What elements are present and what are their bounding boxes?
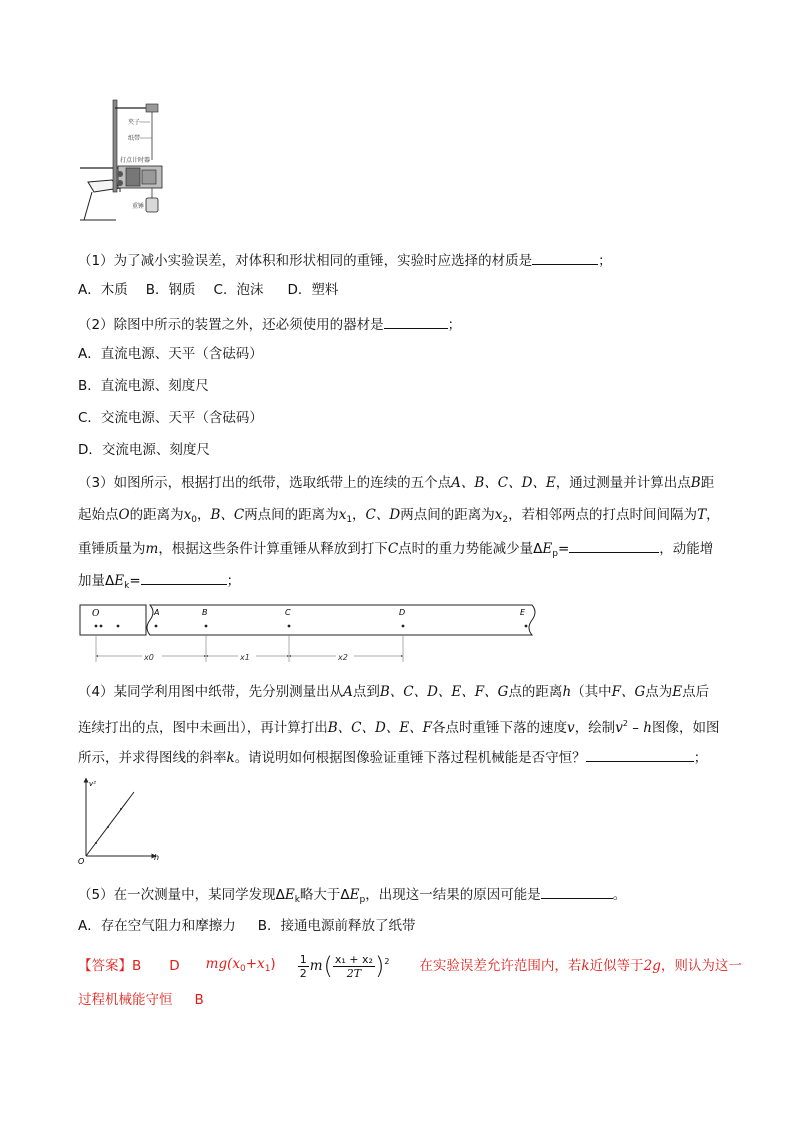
answer-6: B xyxy=(194,992,204,1008)
q3-line-3: 重锤质量为m，根据这些条件计算重锤从释放到打下C点时的重力势能减少量$\Delta E_p=$ ，动能增 xyxy=(78,538,713,563)
answer-line-2 xyxy=(78,991,204,1009)
q3-ep-blank[interactable] xyxy=(569,538,659,553)
answer-line-1 xyxy=(78,952,742,980)
answer-5-part-1: 在实验误差允许范围内，若k近似等于2g，则认为这一 xyxy=(419,958,742,974)
q4-line-3: 所示，并求得图线的斜率k。请说明如何根据图像验证重锤下落过程机械能是否守恒？ ； xyxy=(78,747,707,767)
tape-label-e: E xyxy=(520,608,526,617)
q1-option-b[interactable]: B．钢质 xyxy=(145,282,196,298)
q4-line-1: （4）某同学利用图中纸带，先分别测量出从A点到B、C、D、E、F、G点的距离h（其中F、G点为E点后 xyxy=(78,684,710,700)
paper-tape-figure xyxy=(80,604,540,666)
q2-option-d[interactable]: D．交流电源、刻度尺 xyxy=(78,442,210,458)
tape-label-o: O xyxy=(92,609,100,619)
q2-stem: （2）除图中所示的装置之外，还必须使用的器材是 ； xyxy=(78,314,461,334)
graph-label-v2: v² xyxy=(89,780,96,788)
apparatus-figure xyxy=(80,96,180,226)
tape-label-x1: x1 xyxy=(240,653,250,662)
graph-label-h: h xyxy=(154,853,160,862)
q5-answer-blank[interactable] xyxy=(541,884,613,899)
q3-line-4: 加量$\Delta E_k=$ ； xyxy=(78,570,240,595)
q2-option-b[interactable]: B．直流电源、刻度尺 xyxy=(78,378,209,394)
q3-line-2: 起始点O的距离为$x_0$，B、C两点间的距离为$x_1$，C、D两点间的距离为$x_2$，若相邻两点的打点时间间隔为T， xyxy=(78,507,720,525)
answer-5-part-2: 过程机械能守恒 xyxy=(78,992,173,1008)
q1-answer-blank[interactable] xyxy=(532,250,598,265)
answer-1: B xyxy=(132,958,142,974)
v2-h-graph xyxy=(78,776,178,868)
q5-stem: （5）在一次测量中，某同学发现$\Delta E_k$略大于$\Delta E_p$，出现这一结果的原因可能是 。 xyxy=(78,884,626,909)
q1-option-a[interactable]: A．木质 xyxy=(78,282,128,298)
q1-stem: （1）为了减小实验误差，对体积和形状相同的重锤，实验时应选择的材质是 ； xyxy=(78,250,612,270)
answer-2: D xyxy=(169,958,180,974)
q5-options xyxy=(78,917,416,935)
q1-options xyxy=(78,281,338,299)
label-clamp: 夹子 xyxy=(128,119,141,126)
tape-label-x0: x0 xyxy=(144,653,154,662)
answer-3: $mg(x_0+x_1)$ xyxy=(205,955,276,974)
tape-label-a: A xyxy=(154,608,160,617)
label-weight: 重锤 xyxy=(132,203,145,210)
label-timer: 打点计时器 xyxy=(120,157,151,164)
tape-label-b: B xyxy=(202,608,208,617)
tape-label-c: C xyxy=(285,608,291,617)
q3-line-1: （3）如图所示，根据打出的纸带，选取纸带上的连续的五个点A、B、C、D、E，通过测量并计算出点B距 xyxy=(78,475,715,491)
q4-line-2: 连续打出的点，图中未画出），再计算打出B、C、D、E、F各点时重锤下落的速度v，绘制$v^2$ – h图像，如图 xyxy=(78,719,720,736)
q2-answer-blank[interactable] xyxy=(384,314,448,329)
q4-answer-blank[interactable] xyxy=(586,747,694,762)
q1-option-c[interactable]: C．泡沫 xyxy=(213,282,264,298)
label-tape: 纸带 xyxy=(128,135,141,142)
answer-tag: 【答案】 xyxy=(78,958,132,974)
q5-option-a[interactable]: A．存在空气阻力和摩擦力 xyxy=(78,918,236,934)
answer-4: $\frac{1}{2}$ m ( $\frac{\text{x₁ + x₂}}{2T}$ ) 2 xyxy=(299,952,390,980)
q2-option-a[interactable]: A．直流电源、天平（含砝码） xyxy=(78,346,263,362)
q5-option-b[interactable]: B．接通电源前释放了纸带 xyxy=(257,918,416,934)
graph-fit-line xyxy=(86,792,134,856)
tape-label-d: D xyxy=(399,608,406,617)
tape-label-x2: x2 xyxy=(338,653,348,662)
q2-option-c[interactable]: C．交流电源、天平（含砝码） xyxy=(78,410,263,426)
graph-label-origin: O xyxy=(78,857,85,866)
q3-ek-blank[interactable] xyxy=(141,570,227,585)
q1-option-d[interactable]: D．塑料 xyxy=(287,282,339,298)
